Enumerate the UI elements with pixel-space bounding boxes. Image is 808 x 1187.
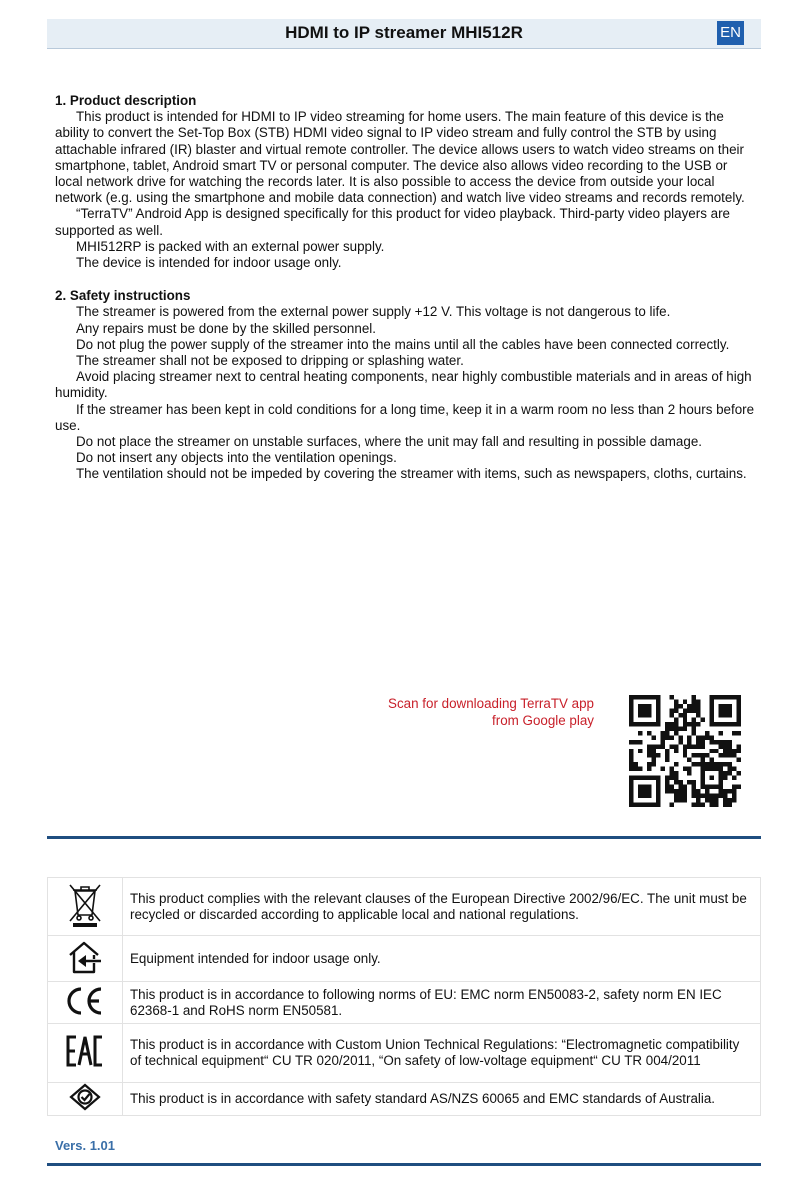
- paragraph: The ventilation should not be impeded by covering the streamer with items, such as newspapers, cloths, curtains.: [76, 466, 747, 482]
- paragraph: This product is intended for HDMI to IP video streaming for home users. The main feature of this device is the ability to convert the Set-Top Box (STB) HDMI video signal to IP video stream and fully control the STB by using attachable infrared (IR) blaster and virtual remote controller. The device allows users to watch video streams on their smartphone, tablet, Android smart TV or personal computer. The device also allows video recording to the USB or local network drive for watching the records later. It is also possible to access the device from outside your local network (e.g. using the smartphone and mobile data connection) and watch live video streams and records remotely.: [55, 109, 745, 206]
- compliance-table: [47, 877, 761, 1116]
- paragraph: The streamer is powered from the external power supply +12 V. This voltage is not dangerous to life.: [76, 304, 671, 320]
- table-row: [48, 1024, 761, 1083]
- language-badge: EN: [717, 21, 744, 45]
- rcm-mark-icon: [69, 1083, 101, 1111]
- indoor-use-icon: [65, 939, 105, 975]
- paragraph: Do not insert any objects into the ventilation openings.: [76, 450, 397, 466]
- compliance-text: This product is in accordance to following norms of EU: EMC norm EN50083-2, safety norm EN IEC 62368-1 and RoHS norm EN50581.: [123, 982, 761, 1024]
- divider: [47, 836, 761, 839]
- paragraph: If the streamer has been kept in cold conditions for a long time, keep it in a warm room no less than 2 hours before use.: [55, 401, 755, 433]
- qr-caption: [388, 696, 594, 729]
- paragraph: The streamer shall not be exposed to dripping or splashing water.: [76, 353, 464, 369]
- paragraph: Any repairs must be done by the skilled personnel.: [76, 320, 376, 336]
- compliance-text: This product complies with the relevant clauses of the European Directive 2002/96/EC. The unit must be recycled or discarded according to applicable local and national regulations.: [123, 878, 761, 936]
- paragraph: “TerraTV” Android App is designed specifically for this product for video playback. Third-party video players are supported as well.: [55, 206, 730, 238]
- section-safety-instructions: [55, 288, 755, 482]
- version-label: Vers. 1.01: [55, 1138, 115, 1153]
- eac-mark-icon: [65, 1034, 105, 1068]
- table-row: [48, 1083, 761, 1116]
- ce-mark-icon: [64, 986, 106, 1016]
- qr-caption-line: from Google play: [492, 712, 594, 728]
- divider: [47, 1163, 761, 1166]
- document-title: HDMI to IP streamer MHI512R: [285, 23, 523, 42]
- qr-caption-line: Scan for downloading TerraTV app: [388, 696, 594, 711]
- compliance-text: Equipment intended for indoor usage only.: [123, 936, 761, 982]
- paragraph: MHI512RP is packed with an external power supply.: [76, 238, 385, 254]
- paragraph: Avoid placing streamer next to central heating components, near highly combustible materials and in areas of high humidity.: [55, 369, 752, 401]
- weee-crossed-bin-icon: [65, 882, 105, 928]
- section-title: 2. Safety instructions: [55, 288, 191, 304]
- compliance-text: This product is in accordance with safety standard AS/NZS 60065 and EMC standards of Australia.: [123, 1083, 761, 1116]
- section-product-description: [55, 93, 755, 271]
- table-row: [48, 936, 761, 982]
- paragraph: Do not plug the power supply of the streamer into the mains until all the cables have been connected correctly.: [76, 336, 730, 352]
- compliance-text: This product is in accordance with Custom Union Technical Regulations: “Electromagnetic compatibility of technical equipment“ CU TR 020/2011, “On safety of low-voltage equipment“ CU TR 004/2011: [123, 1024, 761, 1083]
- table-row: [48, 878, 761, 936]
- section-title: 1. Product description: [55, 93, 197, 108]
- document-header: [47, 19, 761, 49]
- table-row: [48, 982, 761, 1024]
- paragraph: The device is intended for indoor usage only.: [76, 255, 342, 271]
- main-content: [55, 93, 755, 483]
- qr-code-icon[interactable]: [629, 695, 741, 807]
- paragraph: Do not place the streamer on unstable surfaces, where the unit may fall and resulting in possible damage.: [76, 434, 702, 450]
